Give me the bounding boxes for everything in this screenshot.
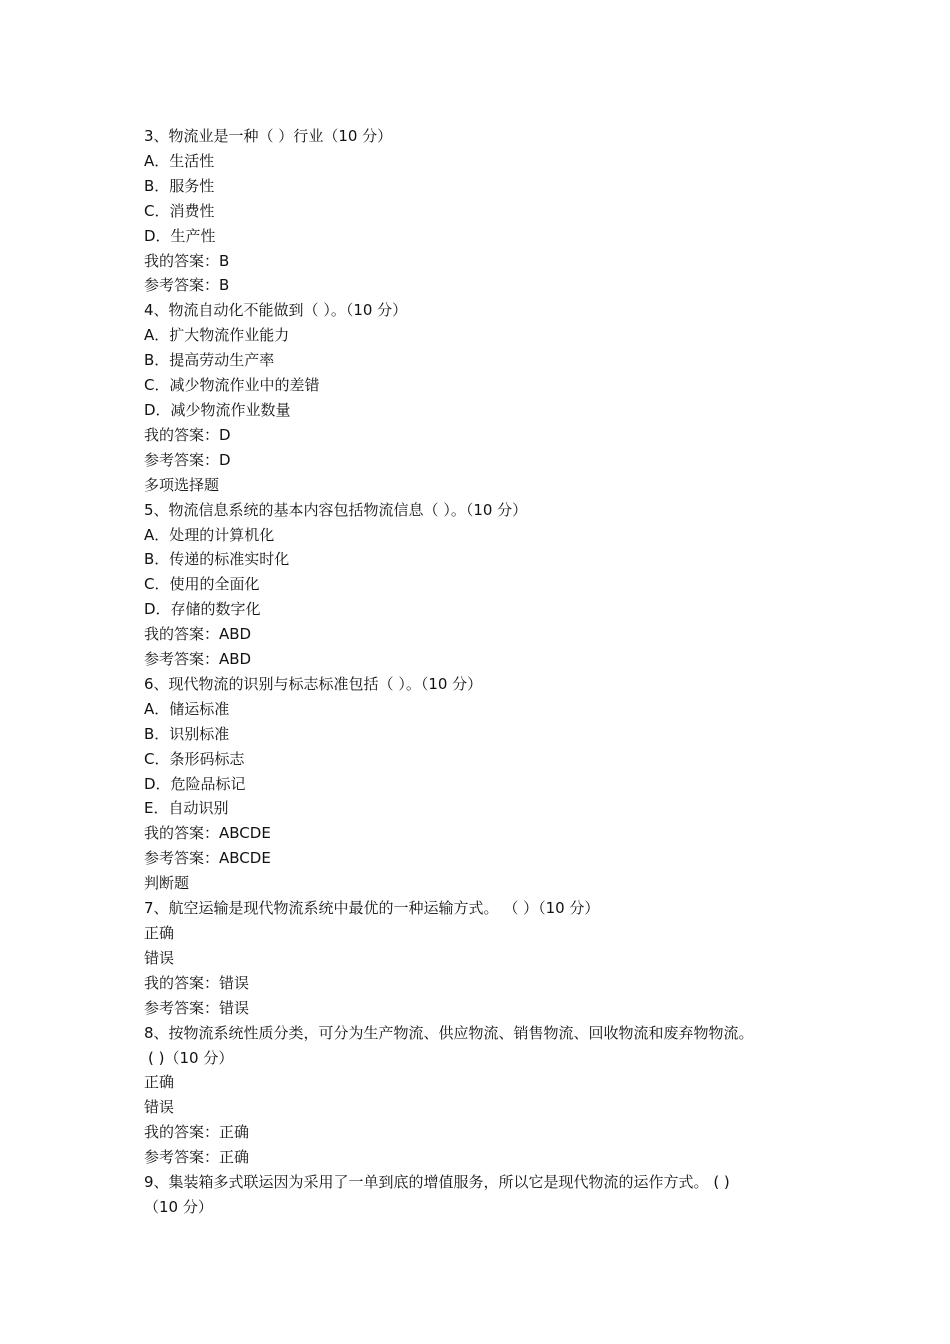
- question-3-option-d: D．生产性: [144, 226, 216, 245]
- question-4-reference-answer: 参考答案：D: [144, 450, 231, 469]
- question-3-option-b: B．服务性: [144, 176, 215, 195]
- question-6-my-answer: 我的答案：ABCDE: [144, 824, 271, 843]
- question-3-option-c: C．消费性: [144, 201, 215, 220]
- question-6-option-d: D．危险品标记: [144, 774, 246, 793]
- question-7-my-answer: 我的答案：错误: [144, 973, 250, 992]
- question-4-my-answer: 我的答案：D: [144, 425, 231, 444]
- question-5-option-d: D．存储的数字化: [144, 600, 261, 619]
- question-5-option-b: B．传递的标准实时化: [144, 550, 290, 569]
- question-8-reference-answer: 参考答案：正确: [144, 1148, 250, 1167]
- section-heading-multiple-choice: 多项选择题: [144, 475, 220, 494]
- question-6-option-b: B．识别标准: [144, 724, 230, 743]
- question-8-option-true: 正确: [144, 1073, 175, 1092]
- question-6-reference-answer: 参考答案：ABCDE: [144, 849, 271, 868]
- question-5-option-c: C．使用的全面化: [144, 575, 260, 594]
- question-7-stem: 7、航空运输是现代物流系统中最优的一种运输方式。 （ ）（10 分）: [144, 899, 600, 918]
- question-5-stem: 5、物流信息系统的基本内容包括物流信息（ ）。（10 分）: [144, 500, 528, 519]
- section-heading-true-false: 判断题: [144, 874, 190, 893]
- question-9-stem: 9、集装箱多式联运因为采用了一单到底的增值服务，所以它是现代物流的运作方式。 ( ): [144, 1173, 730, 1192]
- question-5-reference-answer: 参考答案：ABD: [144, 650, 252, 669]
- question-3-my-answer: 我的答案：B: [144, 251, 230, 270]
- question-8-stem-continued: ( )（10 分）: [148, 1048, 234, 1067]
- question-7-option-true: 正确: [144, 924, 175, 942]
- question-8-my-answer: 我的答案：正确: [144, 1123, 250, 1142]
- question-4-stem: 4、物流自动化不能做到（ ）。（10 分）: [144, 301, 408, 320]
- question-6-option-a: A．储运标准: [144, 699, 230, 718]
- question-3-option-a: A．生活性: [144, 151, 215, 170]
- question-8-stem: 8、按物流系统性质分类，可分为生产物流、供应物流、销售物流、回收物流和废弃物物流。: [144, 1023, 754, 1042]
- question-8-option-false: 错误: [144, 1098, 175, 1117]
- question-6-option-c: C．条形码标志: [144, 749, 245, 768]
- question-4-option-d: D．减少物流作业数量: [144, 400, 291, 419]
- question-7-reference-answer: 参考答案：错误: [144, 998, 250, 1017]
- question-3-stem: 3、物流业是一种（ ）行业（10 分）: [144, 127, 393, 145]
- question-7-option-false: 错误: [144, 948, 175, 967]
- question-4-option-b: B．提高劳动生产率: [144, 351, 275, 370]
- question-5-option-a: A．处理的计算机化: [144, 525, 275, 544]
- question-4-option-a: A．扩大物流作业能力: [144, 326, 290, 345]
- question-6-option-e: E．自动识别: [144, 799, 229, 818]
- question-5-my-answer: 我的答案：ABD: [144, 625, 252, 644]
- question-6-stem: 6、现代物流的识别与标志标准包括（ ）。（10 分）: [144, 674, 483, 693]
- question-3-reference-answer: 参考答案：B: [144, 276, 230, 295]
- document-page: [144, 124, 834, 1220]
- question-4-option-c: C．减少物流作业中的差错: [144, 376, 320, 395]
- question-9-stem-continued: （10 分）: [144, 1197, 213, 1216]
